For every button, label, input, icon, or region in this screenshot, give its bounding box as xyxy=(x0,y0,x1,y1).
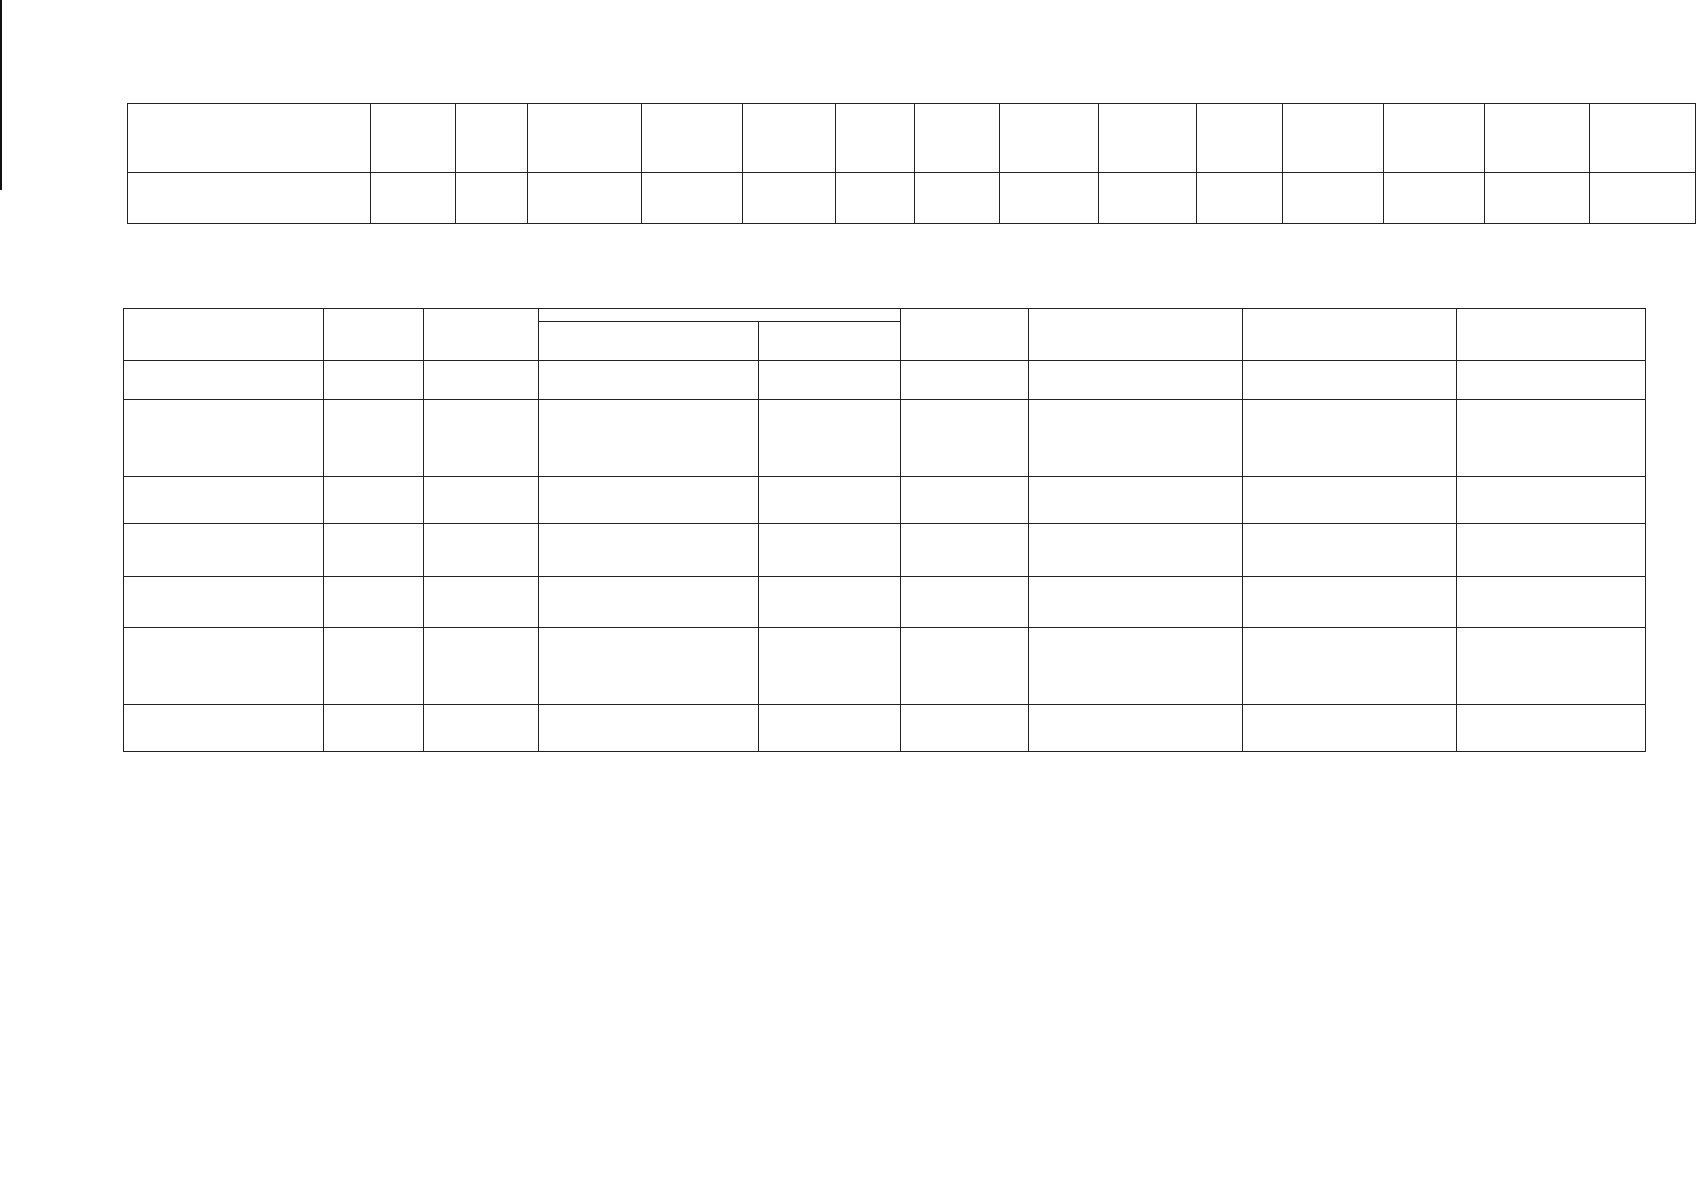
column-number xyxy=(539,361,759,400)
column-number xyxy=(1029,361,1243,400)
table-row xyxy=(124,477,1646,524)
cell-direction xyxy=(1243,577,1457,628)
table-row xyxy=(124,577,1646,628)
column-number xyxy=(901,361,1029,400)
left-margin-line xyxy=(0,0,2,190)
cell-type xyxy=(424,524,539,577)
header-row xyxy=(124,309,1646,322)
header-address xyxy=(324,309,424,361)
header-comment xyxy=(1457,309,1646,361)
row-name xyxy=(124,705,324,752)
cell-direction xyxy=(1243,400,1457,477)
cell-code xyxy=(901,628,1029,705)
previous-section-table xyxy=(127,103,1696,224)
row-name xyxy=(124,524,324,577)
cell-type xyxy=(424,628,539,705)
cell-type xyxy=(424,577,539,628)
cell-comment xyxy=(1457,524,1646,577)
cell-direction xyxy=(1243,524,1457,577)
cell-code xyxy=(901,577,1029,628)
column-number xyxy=(124,361,324,400)
header-direction xyxy=(1243,309,1457,361)
header-unit-name xyxy=(539,322,759,361)
cell-unit xyxy=(539,400,759,477)
column-number xyxy=(1457,361,1646,400)
header-volume xyxy=(1029,309,1243,361)
cell-address xyxy=(324,524,424,577)
cell-address xyxy=(324,577,424,628)
cell-volume xyxy=(1029,524,1243,577)
cell-unit xyxy=(539,628,759,705)
cell-code xyxy=(901,524,1029,577)
total-label xyxy=(128,173,371,224)
cell-okei xyxy=(759,577,901,628)
cell-volume xyxy=(1029,400,1243,477)
header-row-code xyxy=(901,309,1029,361)
column-number-row xyxy=(124,361,1646,400)
row-name xyxy=(124,400,324,477)
row-name xyxy=(124,577,324,628)
table-row xyxy=(124,524,1646,577)
column-number xyxy=(1243,361,1457,400)
cell-type xyxy=(424,400,539,477)
cell-comment xyxy=(1457,577,1646,628)
header-unit xyxy=(539,309,901,322)
cell-unit xyxy=(539,524,759,577)
cell-volume xyxy=(1029,577,1243,628)
cell-okei xyxy=(759,400,901,477)
cell-comment xyxy=(1457,400,1646,477)
table-row xyxy=(128,104,1696,173)
table-row xyxy=(128,173,1696,224)
cell-address xyxy=(324,400,424,477)
total-code xyxy=(371,173,456,224)
header-unit-okei xyxy=(759,322,901,361)
header-name xyxy=(124,309,324,361)
header-type xyxy=(424,309,539,361)
cell-direction xyxy=(1243,628,1457,705)
cell-comment xyxy=(1457,628,1646,705)
cell-address xyxy=(324,628,424,705)
row-name xyxy=(124,628,324,705)
cell-okei xyxy=(759,628,901,705)
cell-volume xyxy=(1029,628,1243,705)
row-name xyxy=(124,477,324,524)
cell-code xyxy=(901,400,1029,477)
table-row xyxy=(124,628,1646,705)
column-number xyxy=(324,361,424,400)
table-row xyxy=(124,400,1646,477)
leased-property-table xyxy=(123,308,1646,752)
column-number xyxy=(759,361,901,400)
row-label xyxy=(128,104,371,173)
table-row xyxy=(124,705,1646,752)
column-number xyxy=(424,361,539,400)
cell-okei xyxy=(759,524,901,577)
cell-unit xyxy=(539,577,759,628)
